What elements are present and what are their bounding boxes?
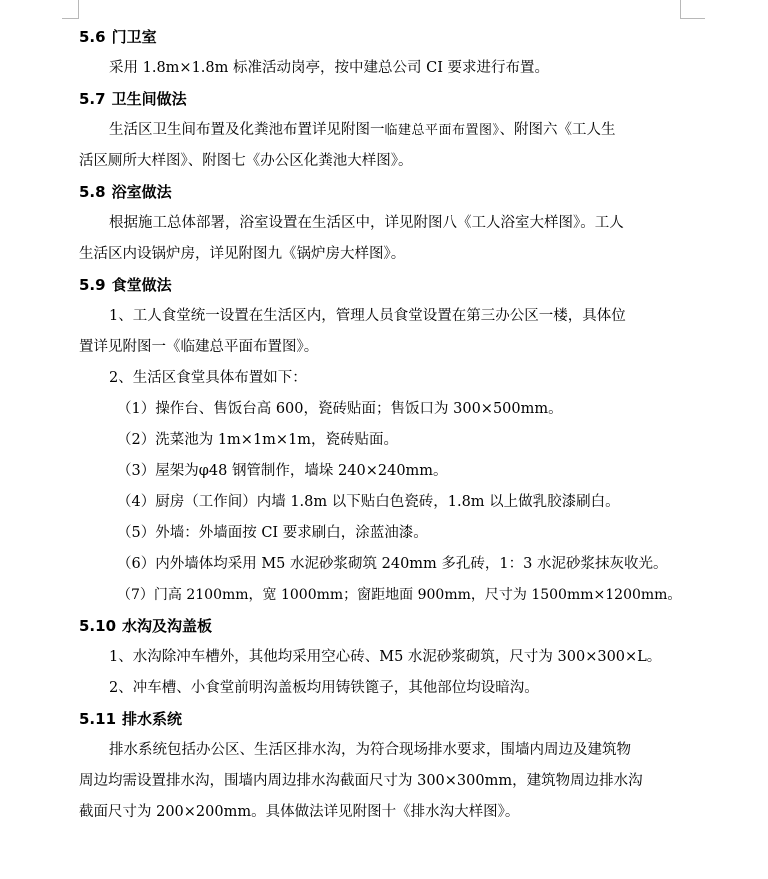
list-item: （3）屋架为φ48 钢管制作，墙垛 240×240mm。 [117, 463, 448, 479]
list-item: （4）厨房（工作间）内墙 1.8m 以下贴白色瓷砖，1.8m 以上做乳胶漆刷白。 [117, 494, 620, 510]
list-item: （5）外墙：外墙面按 CI 要求刷白，涂蓝油漆。 [117, 525, 428, 541]
paragraph-line: 生活区卫生间布置及化粪池布置详见附图一临建总平面布置图》、附图六《工人生 [109, 122, 616, 138]
paragraph-line: 采用 1.8m×1.8m 标准活动岗亭，按中建总公司 CI 要求进行布置。 [109, 60, 550, 76]
list-item: （2）洗菜池为 1m×1m×1m，瓷砖贴面。 [117, 432, 399, 448]
paragraph-line: 2、冲车槽、小食堂前明沟盖板均用铸铁篦子，其他部位均设暗沟。 [109, 680, 539, 696]
paragraph-line: 置详见附图一《临建总平面布置图》。 [79, 339, 319, 355]
paragraph-line: 1、工人食堂统一设置在生活区内，管理人员食堂设置在第三办公区一楼，具体位 [109, 308, 626, 324]
page-corner-mark-right [680, 0, 705, 19]
section-heading-5-7: 5.7 卫生间做法 [79, 90, 187, 108]
section-heading-5-10: 5.10 水沟及沟盖板 [79, 617, 213, 635]
paragraph-line: 2、生活区食堂具体布置如下： [109, 370, 307, 386]
paragraph-line: 排水系统包括办公区、生活区排水沟，为符合现场排水要求，围墙内周边及建筑物 [109, 742, 631, 758]
paragraph-line: 1、水沟除冲车槽外，其他均采用空心砖、M5 水泥砂浆砌筑，尺寸为 300×300×L。 [109, 649, 662, 665]
section-heading-5-6: 5.6 门卫室 [79, 28, 157, 46]
list-item: （6）内外墙体均采用 M5 水泥砂浆砌筑 240mm 多孔砖，1：3 水泥砂浆抹灰收光。 [117, 556, 668, 572]
paragraph-line: 周边均需设置排水沟，围墙内周边排水沟截面尺寸为 300×300mm，建筑物周边排水沟 [79, 773, 643, 789]
paragraph-line: 截面尺寸为 200×200mm。具体做法详见附图十《排水沟大样图》。 [79, 804, 520, 820]
handwritten-text: 临建总平面布置图》 [384, 123, 500, 138]
document-body [79, 22, 684, 828]
page-corner-mark-left [62, 0, 79, 19]
paragraph-line: 活区厕所大样图》、附图七《办公区化粪池大样图》。 [79, 153, 413, 169]
paragraph-line: 根据施工总体部署，浴室设置在生活区中，详见附图八《工人浴室大样图》。工人 [109, 215, 624, 231]
paragraph-line: 生活区内设锅炉房，详见附图九《锅炉房大样图》。 [79, 246, 406, 262]
list-item: （7）门高 2100mm，宽 1000mm；窗距地面 900mm，尺寸为 1500mm×1200mm。 [117, 587, 682, 603]
section-heading-5-11: 5.11 排水系统 [79, 710, 183, 728]
section-heading-5-9: 5.9 食堂做法 [79, 276, 172, 294]
section-heading-5-8: 5.8 浴室做法 [79, 183, 172, 201]
list-item: （1）操作台、售饭台高 600，瓷砖贴面；售饭口为 300×500mm。 [117, 401, 563, 417]
